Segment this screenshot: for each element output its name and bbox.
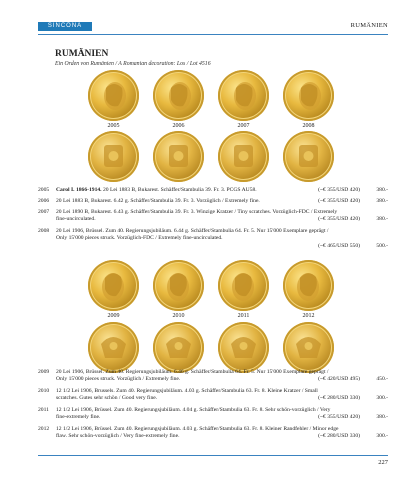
lot-text: 12 1/2 Lei 1906, Brüssel. Zum 40. Regierungsjubiläum. 4.04 g. Schäffer/Stambulia 63. Fr. 8. Sehr schön-vorzüglich / Very fine-extremely fine. [56, 407, 331, 421]
lot-estimate: (~€ 355/USD 420) [318, 198, 360, 204]
lot-text: 12 1/2 Lei 1906, Brussels. Zum 40. Regierungsjubiläum. 4.03 g. Schäffer/Stambulia 63. Fr. 8. Kleine Kratzer / Small scratches. Gutes sehr schön / Good very fine. [56, 388, 318, 402]
coin-label: 2008 [302, 123, 315, 129]
lot-number: 2011 [38, 407, 49, 413]
lot-estimate: (~€ 280/USD 330) [318, 395, 360, 402]
lot-number: 2005 [38, 187, 50, 193]
coin-image [88, 70, 139, 121]
coin-row-1 [88, 70, 334, 121]
coin-label: 2011 [237, 313, 250, 319]
coin-row-1-reverse [88, 131, 334, 182]
coin-image [218, 70, 269, 121]
lot-number: 2007 [38, 209, 50, 215]
lot-price: 380.- [376, 216, 388, 223]
lot-price: 380.- [376, 198, 388, 204]
lot-text: 20 Lei 1883 B, Bukarest. 6.42 g. Schäffer/Stambulia 39. Fr. 3. Vorzüglich / Extremely fine. [56, 198, 260, 204]
lot-price: 380.- [376, 414, 388, 421]
lot-price: 500.- [376, 242, 388, 249]
coin-labels-2 [88, 313, 334, 319]
lot-price: 300.- [376, 433, 388, 440]
lot-price: 450.- [376, 376, 388, 383]
coin-labels-1 [88, 123, 334, 129]
lot-estimate: (~€ 355/USD 420) [318, 414, 360, 421]
coin-label: 2009 [107, 313, 120, 319]
section-subtitle: Ein Orden von Rumänien / A Romanian decoration: Los / Lot 4516 [55, 61, 211, 67]
lot-lead: Carol I. 1866-1914. [56, 187, 102, 193]
lot-text: 20 Lei 1890 B, Bukarest. 6.43 g. Schäffer/Stambulia 39. Fr. 3. Winzige Kratzer / Tiny scratches. Vorzüglich-FDC / Extremely fine-uncirculated. [56, 209, 338, 223]
coin-image [218, 322, 269, 373]
lot-number: 2012 [38, 426, 50, 432]
lot-estimate: (~€ 280/USD 330) [318, 433, 360, 440]
coin-label: 2012 [302, 313, 315, 319]
footer-rule [38, 455, 388, 456]
running-title: RUMÄNIEN [350, 22, 388, 29]
lot-price: 380.- [376, 187, 388, 193]
coin-image [218, 260, 269, 311]
coin-image [283, 260, 334, 311]
lot-number: 2006 [38, 198, 50, 204]
coin-image [88, 260, 139, 311]
section-title: RUMÄNIEN [55, 49, 109, 59]
lot-estimate: (~€ 420/USD 495) [318, 376, 360, 383]
page-number: 227 [378, 459, 388, 466]
coin-label: 2010 [172, 313, 185, 319]
lot-number: 2009 [38, 369, 50, 375]
lot-description [56, 187, 340, 194]
lot-number: 2010 [38, 388, 50, 394]
coin-label: 2005 [107, 123, 120, 129]
coin-image [283, 322, 334, 373]
coin-image [153, 260, 204, 311]
lot-estimate: (~€ 355/USD 420) [318, 216, 360, 223]
lot-price: 300.- [376, 395, 388, 402]
coin-label: 2006 [172, 123, 185, 129]
coin-row-2-reverse [88, 322, 334, 373]
lot-text: 12 1/2 Lei 1906, Brüssel. Zum 40. Regierungsjubiläum. 4.03 g. Schäffer/Stambulia 63. Fr. 8. Kleiner Randfehler / Minor edge flaw. Sehr schön-vorzüglich / Very fine-extremely fine. [56, 426, 339, 440]
coin-image [153, 70, 204, 121]
lot-estimate: (~€ 355/USD 420) [318, 187, 360, 193]
brand-logo: SINCONA [38, 22, 92, 31]
coin-image [283, 131, 334, 182]
coin-image [283, 70, 334, 121]
header-rule [38, 34, 388, 35]
coin-image [153, 322, 204, 373]
lot-estimate: (~€ 465/USD 550) [318, 242, 360, 249]
coin-image [88, 131, 139, 182]
lot-text: 20 Lei 1883 B, Bukarest. Schäffer/Stambulia 39. Fr. 3. PCGS AU58. [101, 187, 257, 193]
lot-text: 20 Lei 1906, Brüssel. Zum 40. Regierungsjubiläum. 6.44 g. Schäffer/Stambulia 64. Fr. 5. Nur 15'000 Exemplare geprägt / Only 15'000 pieces struck. Vorzüglich-FDC / Extremely fine-uncirculated. [56, 228, 329, 242]
lot-number: 2008 [38, 228, 50, 234]
coin-label: 2007 [237, 123, 250, 129]
coin-image [218, 131, 269, 182]
coin-image [153, 131, 204, 182]
coin-image [88, 322, 139, 373]
lot-text: 20 Lei 1906, Brüssel. Zum 40. Regierungsjubiläum. 6.46 g. Schäffer/Stambulia 64. Fr. 5. Nur 15'000 Exemplare geprägt / Only 15'000 pieces struck. Vorzüglich / Extremely fine. [56, 369, 329, 383]
coin-row-2 [88, 260, 334, 311]
